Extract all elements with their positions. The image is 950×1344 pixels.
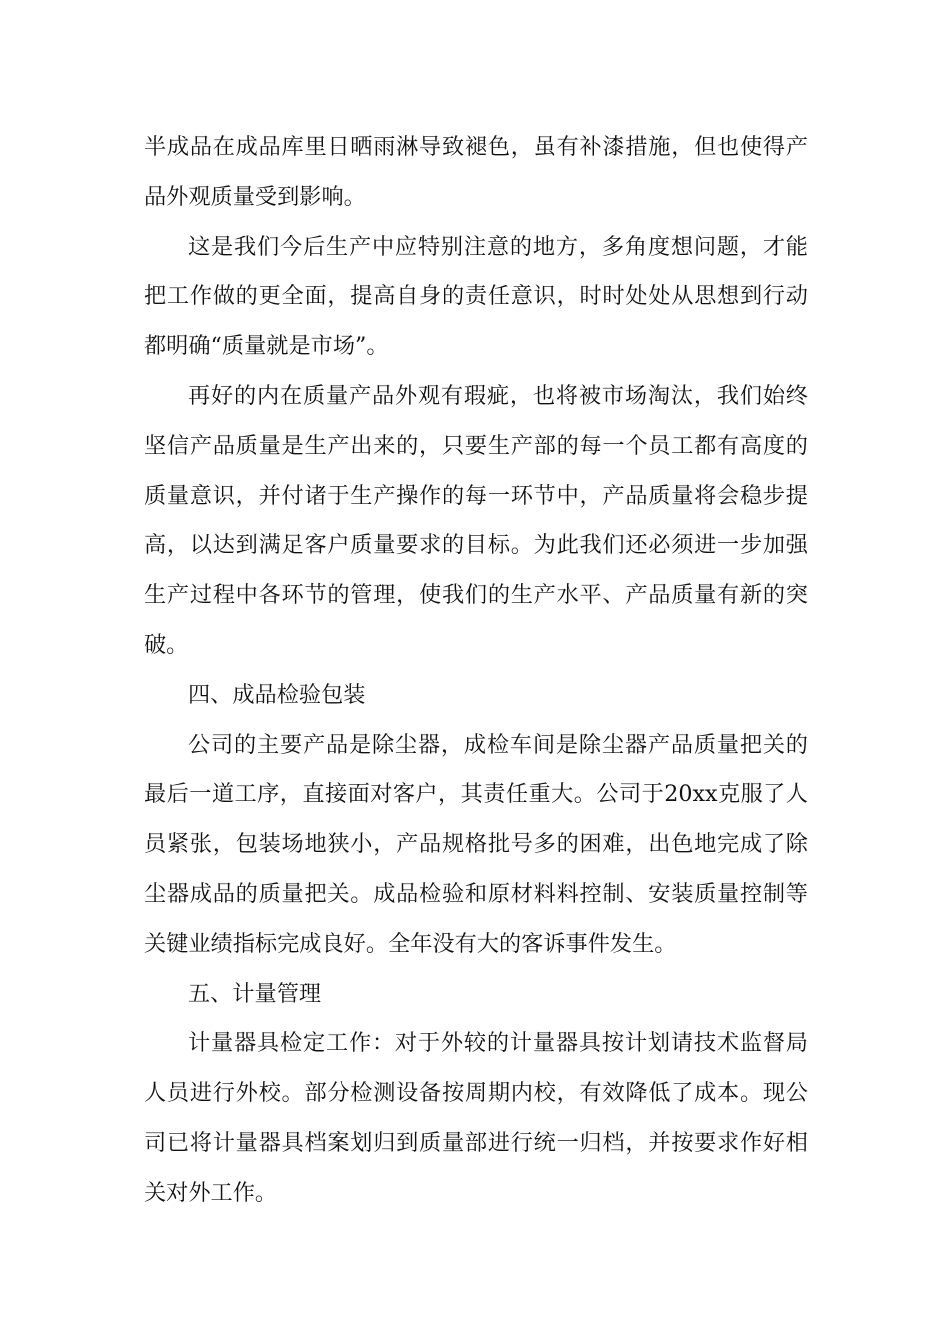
- paragraph-continued: 半成品在成品库里日晒雨淋导致褪色，虽有补漆措施，但也使得产品外观质量受到影响。: [144, 134, 808, 210]
- section-heading-metrology: 五、计量管理: [188, 980, 322, 1007]
- paragraph-attention: 这是我们今后生产中应特别注意的地方，多角度想问题，才能把工作做的更全面，提高自身的责任意识，时时处处从思想到行动都明确“质量就是市场”。: [144, 233, 808, 360]
- paragraph-inspection: 公司的主要产品是除尘器，成检车间是除尘器产品质量把关的最后一道工序，直接面对客户，其责任重大。公司于20xx克服了人员紧张，包装场地狭小，产品规格批号多的困难，出色地完成了除尘器成品的质量把关。成品检验和原材料料控制、安装质量控制等关键业绩指标完成良好。全年没有大的客诉事件发生。: [144, 731, 808, 957]
- paragraph-metrology: 计量器具检定工作：对于外较的计量器具按计划请技术监督局人员进行外校。部分检测设备按周期内校，有效降低了成本。现公司已将计量器具档案划归到质量部进行统一归档，并按要求作好相关对外工作。: [144, 1030, 808, 1206]
- paragraph-quality: 再好的内在质量产品外观有瑕疵，也将被市场淘汰，我们始终坚信产品质量是生产出来的，只要生产部的每一个员工都有高度的质量意识，并付诸于生产操作的每一环节中，产品质量将会稳步提高，以达到满足客户质量要求的目标。为此我们还必须进一步加强生产过程中各环节的管理，使我们的生产水平、产品质量有新的突破。: [144, 382, 808, 658]
- section-heading-inspection: 四、成品检验包装: [188, 681, 366, 708]
- document-body: [144, 123, 808, 1219]
